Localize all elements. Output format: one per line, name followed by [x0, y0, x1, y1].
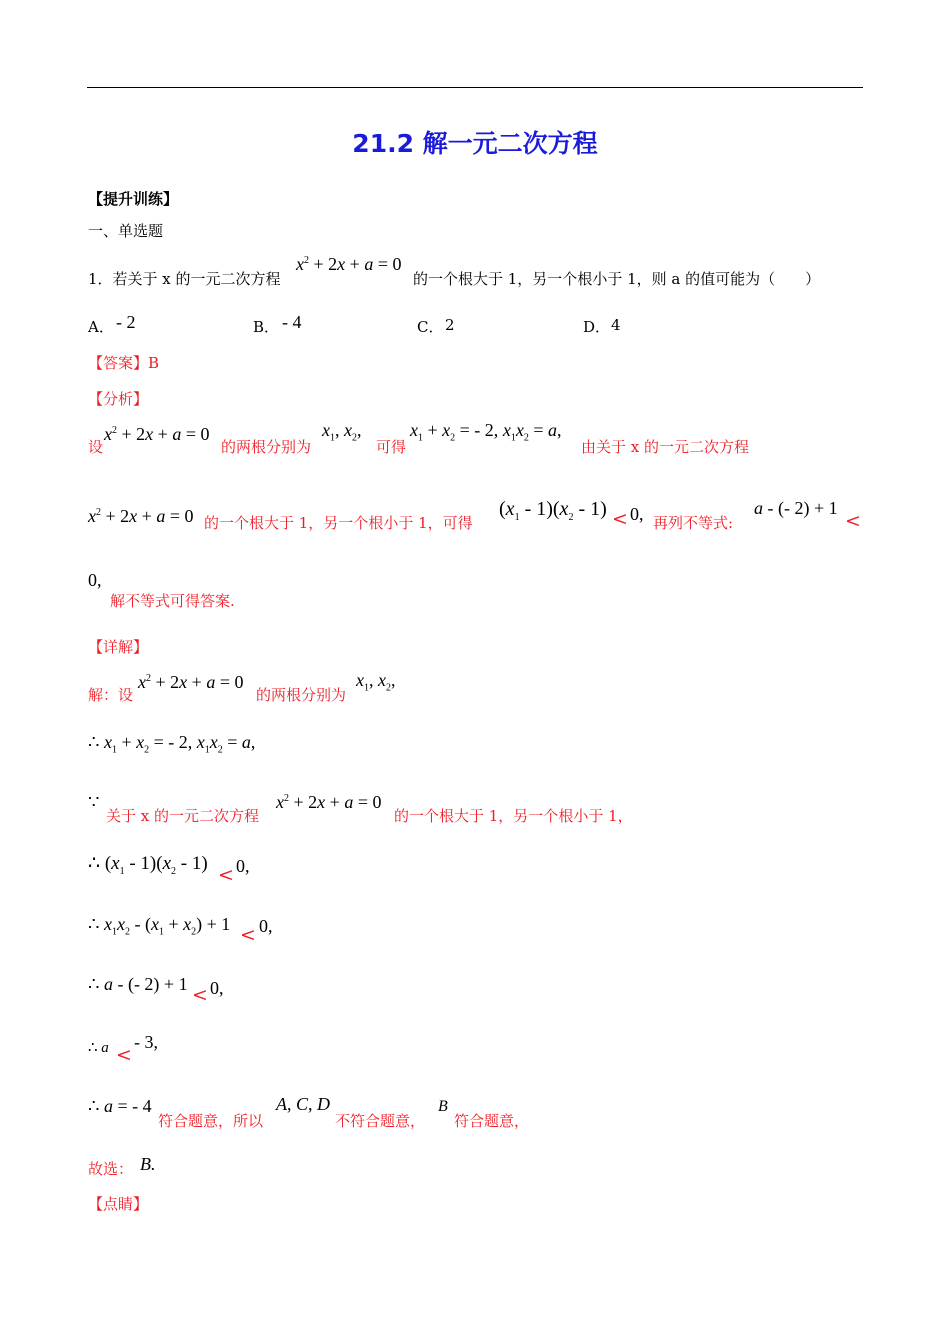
expression: ∴ $x_1x_2 - (x_1 + x_2) + 1$: [88, 914, 231, 938]
analysis-text: 设: [88, 438, 104, 456]
expression: ∴ a = - 4: [88, 1096, 152, 1116]
detail-tag: 【详解】: [88, 638, 149, 656]
detail-text: 关于 x 的一元二次方程: [106, 807, 259, 825]
option-c-label: C．: [417, 318, 444, 336]
expression: ∴ a: [88, 1040, 109, 1056]
less-than: <: [845, 510, 861, 532]
analysis-tag: 【分析】: [88, 390, 149, 408]
section-heading: 【提升训练】: [88, 190, 179, 208]
expression: ∴ $(x_1 - 1)(x_2 - 1)$: [88, 853, 208, 877]
equation: $x^2 + 2x + a = 0$: [88, 506, 194, 526]
equation: $x^2 + 2x + a = 0$: [138, 672, 244, 692]
zero: 0,: [630, 504, 644, 524]
analysis-text: 的两根分别为: [221, 438, 312, 456]
final-answer: B.: [140, 1154, 156, 1174]
analysis-text: 再列不等式:: [653, 514, 734, 532]
option-c-value: 2: [445, 316, 455, 334]
detail-text: 的一个根大于 1，另一个根小于 1，: [394, 807, 633, 825]
less-than: <: [612, 508, 628, 530]
detail-text: 符合题意，: [454, 1112, 530, 1130]
page-title: 21.2 解一元二次方程: [352, 129, 598, 158]
option-a-value: - 2: [116, 312, 136, 332]
answer-tag: 【答案】: [88, 354, 149, 372]
product-expression: $(x_1 - 1)(x_2 - 1)$: [499, 498, 607, 523]
stem-prefix: 1．若关于 x 的一元二次方程: [88, 270, 281, 288]
answer: [88, 352, 159, 373]
less-than: <: [218, 864, 234, 886]
option-d-value: 4: [611, 316, 621, 334]
analysis-text: 的一个根大于 1，另一个根小于 1，可得: [204, 514, 473, 532]
detail-text: 符合题意，所以: [158, 1112, 264, 1130]
option-b: B: [438, 1098, 448, 1115]
choice-label: 故选：: [88, 1160, 134, 1178]
less-than: <: [116, 1044, 132, 1066]
option-d-label: D．: [583, 318, 611, 336]
part-heading: 一、单选题: [88, 222, 164, 240]
roots: $x_1$, $x_2$,: [322, 420, 362, 444]
inequality-expression: a - (- 2) + 1: [754, 498, 838, 518]
vieta: $x_1 + x_2$ = - 2, $x_1x_2 = a$,: [410, 420, 562, 444]
less-than: <: [240, 924, 256, 946]
less-than: <: [192, 984, 208, 1006]
analysis-text: 解不等式可得答案.: [110, 592, 235, 610]
expression: ∴ a - (- 2) + 1: [88, 974, 188, 994]
header-rule: [87, 87, 863, 88]
tip-tag: 【点睛】: [88, 1195, 149, 1213]
equation: $x^2 + 2x + a = 0$: [104, 424, 210, 444]
analysis-text: 可得: [376, 438, 407, 456]
because-symbol: ∵: [88, 792, 100, 812]
roots: $x_1$, $x_2$,: [356, 670, 396, 694]
detail-text: 解：设: [88, 686, 134, 704]
zero: 0,: [210, 978, 224, 998]
equation: $x^2 + 2x + a = 0$: [296, 254, 402, 274]
analysis-text: 由关于 x 的一元二次方程: [581, 438, 749, 456]
options-acd: A, C, D: [276, 1094, 331, 1114]
zero: 0,: [259, 916, 273, 936]
detail-text: 不符合题意，: [335, 1112, 426, 1130]
option-b-value: - 4: [282, 312, 302, 332]
zero: 0,: [236, 856, 250, 876]
option-a-label: A．: [88, 318, 114, 336]
value: - 3,: [134, 1032, 158, 1052]
detail-line-2: ∴ $x_1 + x_2$ = - 2, $x_1x_2 = a$,: [88, 732, 256, 756]
equation: $x^2 + 2x + a = 0$: [276, 792, 382, 812]
stem-suffix: 的一个根大于 1，另一个根小于 1，则 a 的值可能为（ ）: [413, 270, 821, 288]
option-b-label: B．: [253, 318, 280, 336]
answer-value: B: [148, 354, 160, 372]
zero: 0,: [88, 570, 102, 590]
detail-text: 的两根分别为: [256, 686, 347, 704]
